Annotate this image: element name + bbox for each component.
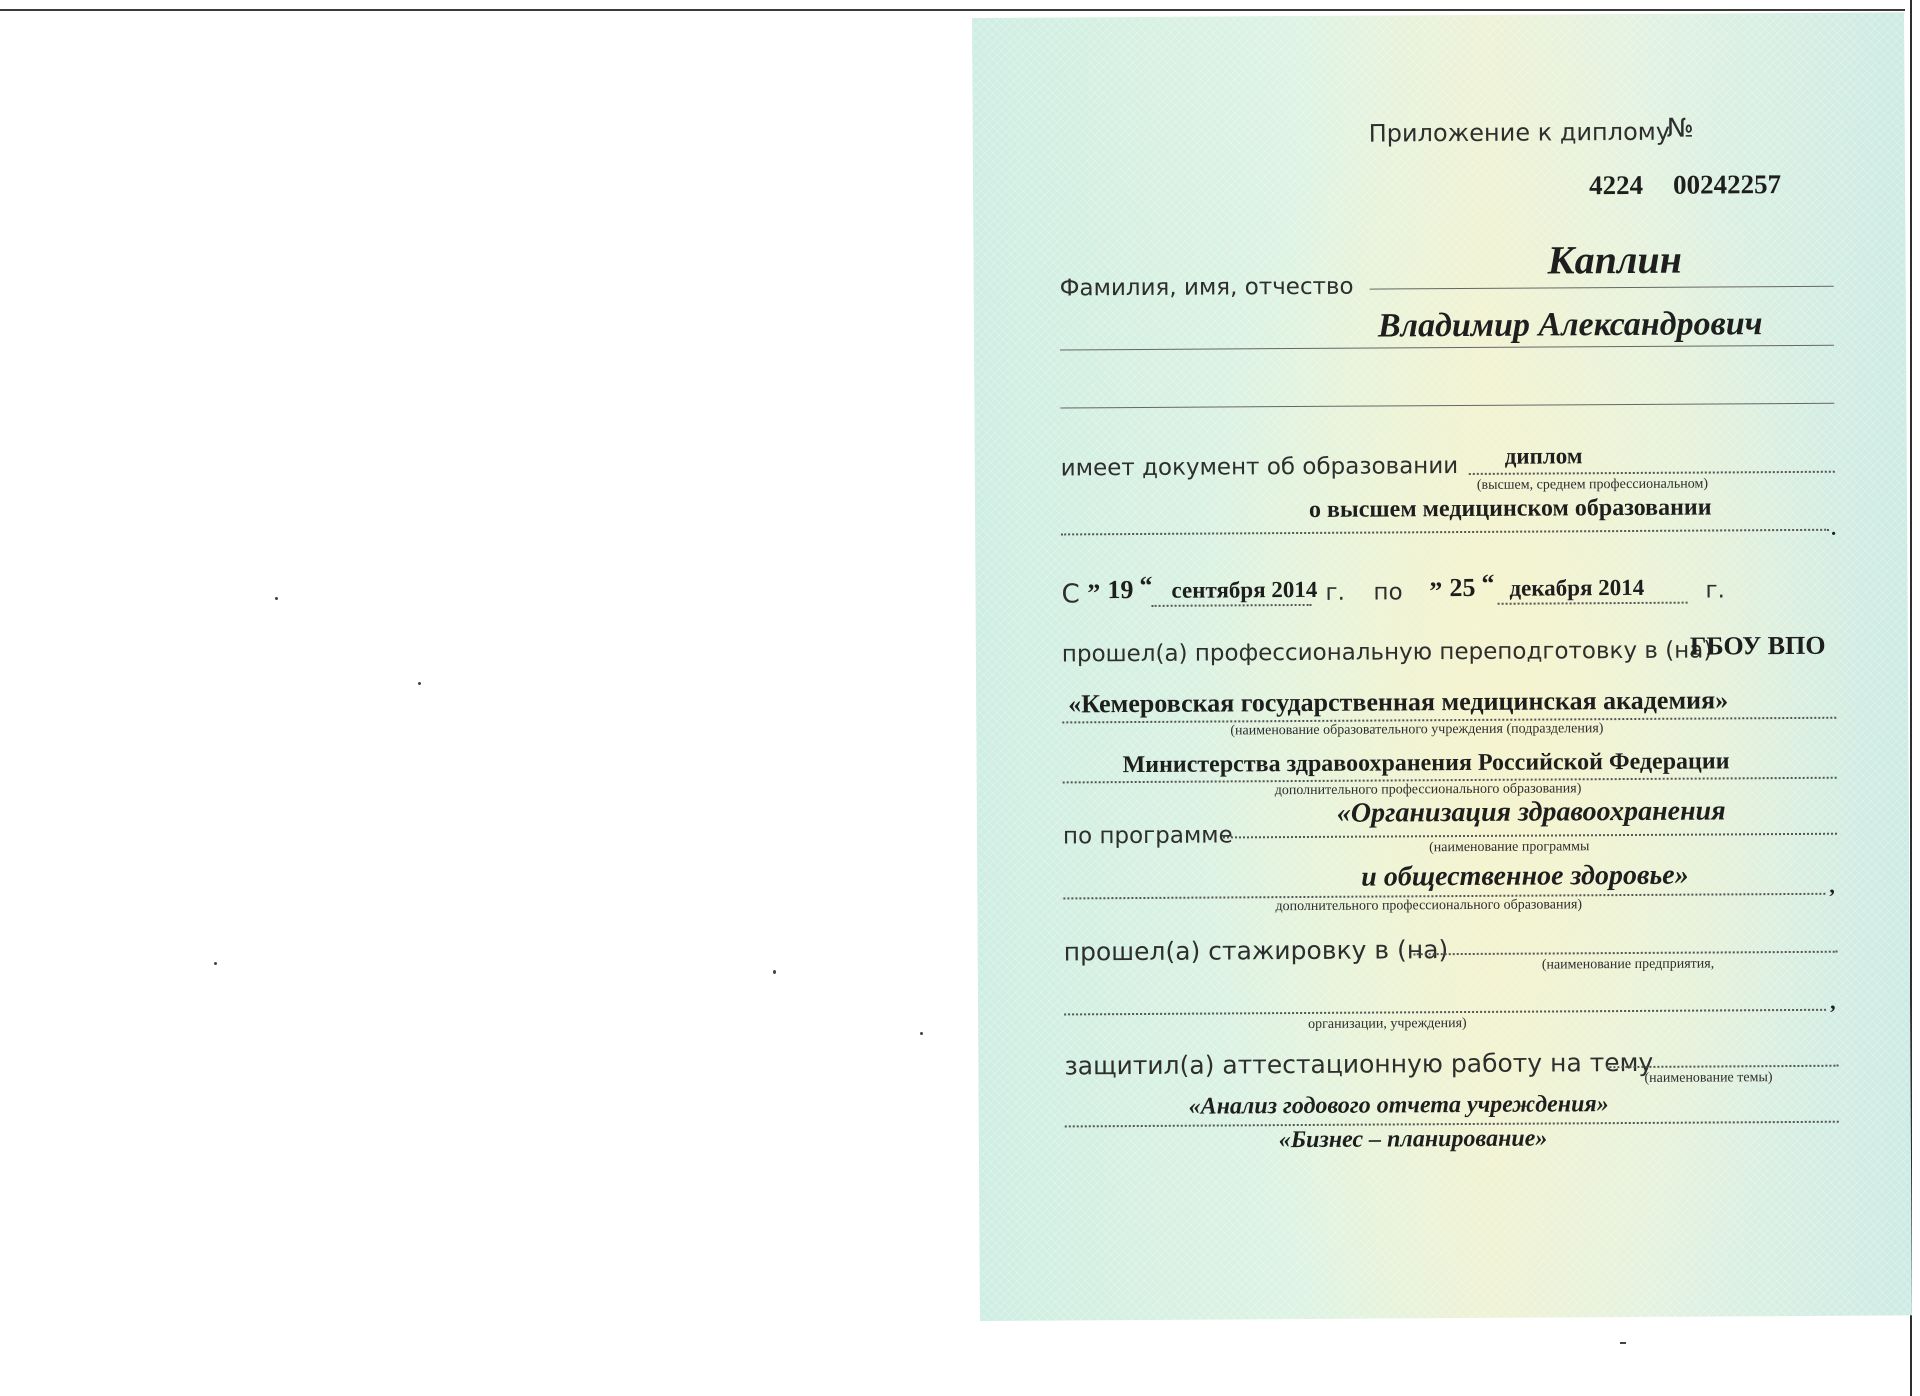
program-line2-comma: , bbox=[1829, 872, 1835, 898]
education-doc-label: имеет документ об образовании bbox=[1060, 453, 1459, 482]
number-sign: № bbox=[1666, 113, 1694, 144]
fio-line-2 bbox=[1060, 345, 1834, 351]
retraining-org-line3: Министерства здравоохранения Российской Федерации bbox=[1122, 748, 1730, 779]
program-line2: и общественное здоровье» bbox=[1361, 859, 1689, 893]
scan-dust bbox=[920, 1032, 923, 1035]
program-note-2: дополнительного профессионального образования) bbox=[1275, 897, 1583, 915]
internship-line-2 bbox=[1064, 1009, 1826, 1016]
program-line1: «Организация здравоохранения bbox=[1336, 795, 1726, 829]
program-note: (наименование программы bbox=[1429, 839, 1590, 856]
thesis-topic-2: «Бизнес – планирование» bbox=[1278, 1125, 1548, 1154]
internship-line2-comma: , bbox=[1829, 988, 1836, 1014]
from-day: 19 bbox=[1107, 575, 1134, 605]
thesis-line-1 bbox=[1606, 1065, 1838, 1068]
diploma-appendix-sheet bbox=[972, 12, 1912, 1321]
diploma-number: 00242257 bbox=[1672, 169, 1782, 200]
retraining-label: прошел(а) профессиональную переподготовку в (на) bbox=[1061, 637, 1713, 668]
scan-dust bbox=[773, 970, 776, 974]
program-label: по программе bbox=[1062, 822, 1233, 850]
to-date-line bbox=[1498, 602, 1688, 605]
from-month-year: сентября 2014 bbox=[1171, 576, 1318, 603]
scan-dust bbox=[418, 682, 421, 685]
scan-dust bbox=[1620, 1342, 1626, 1344]
program-line-1 bbox=[1223, 833, 1837, 839]
from-day-close-quote: “ bbox=[1139, 570, 1153, 600]
to-month-year: декабря 2014 bbox=[1509, 574, 1645, 601]
retraining-org-note: (наименование образовательного учреждения (подразделения) bbox=[1230, 721, 1604, 739]
period-from-prefix: С bbox=[1061, 579, 1080, 610]
internship-note-1: (наименование предприятия, bbox=[1541, 956, 1715, 973]
fio-line-1 bbox=[1370, 286, 1834, 290]
thesis-label: защитил(а) аттестационную работу на тему bbox=[1064, 1047, 1654, 1081]
thesis-topic-1: «Анализ годового отчета учреждения» bbox=[1188, 1091, 1609, 1120]
education-doc-line-2 bbox=[1061, 529, 1829, 536]
thesis-note: (наименование темы) bbox=[1644, 1070, 1773, 1086]
education-doc-note: (высшем, среднем профессиональном) bbox=[1476, 476, 1709, 493]
scan-dust bbox=[275, 597, 278, 600]
education-doc-value: диплом bbox=[1504, 443, 1583, 469]
to-day: 25 bbox=[1449, 572, 1476, 603]
internship-line-1 bbox=[1414, 951, 1838, 956]
year-suffix-2: г. bbox=[1705, 577, 1725, 604]
fio-label: Фамилия, имя, отчество bbox=[1059, 273, 1354, 302]
period-to-prefix: по bbox=[1373, 579, 1403, 606]
appendix-label: Приложение к диплому bbox=[1368, 117, 1671, 148]
to-day-open-quote: „ bbox=[1429, 563, 1443, 593]
retraining-org-line1: ГБОУ ВПО bbox=[1689, 630, 1826, 661]
internship-note-2: организации, учреждения) bbox=[1308, 1015, 1467, 1032]
name-patronymic-value: Владимир Александрович bbox=[1377, 305, 1763, 345]
surname-value: Каплин bbox=[1547, 236, 1682, 283]
retraining-org-line2: «Кемеровская государственная медицинская академия» bbox=[1068, 685, 1729, 719]
to-day-close-quote: “ bbox=[1481, 568, 1495, 598]
from-day-open-quote: „ bbox=[1087, 565, 1101, 595]
fio-line-3 bbox=[1060, 403, 1834, 409]
education-doc-value-line2: о высшем медицинском образовании bbox=[1308, 494, 1712, 523]
scan-top-edge bbox=[0, 9, 1905, 11]
year-suffix-1: г. bbox=[1325, 579, 1346, 606]
retraining-ministry-note: дополнительного профессионального образования) bbox=[1274, 781, 1582, 799]
internship-label: прошел(а) стажировку в (на) bbox=[1063, 935, 1449, 967]
education-doc-line bbox=[1469, 471, 1835, 475]
scan-dust bbox=[214, 962, 217, 965]
education-doc-line2-end: . bbox=[1831, 517, 1837, 540]
from-date-line bbox=[1152, 604, 1312, 607]
diploma-series: 4224 bbox=[1588, 169, 1644, 201]
